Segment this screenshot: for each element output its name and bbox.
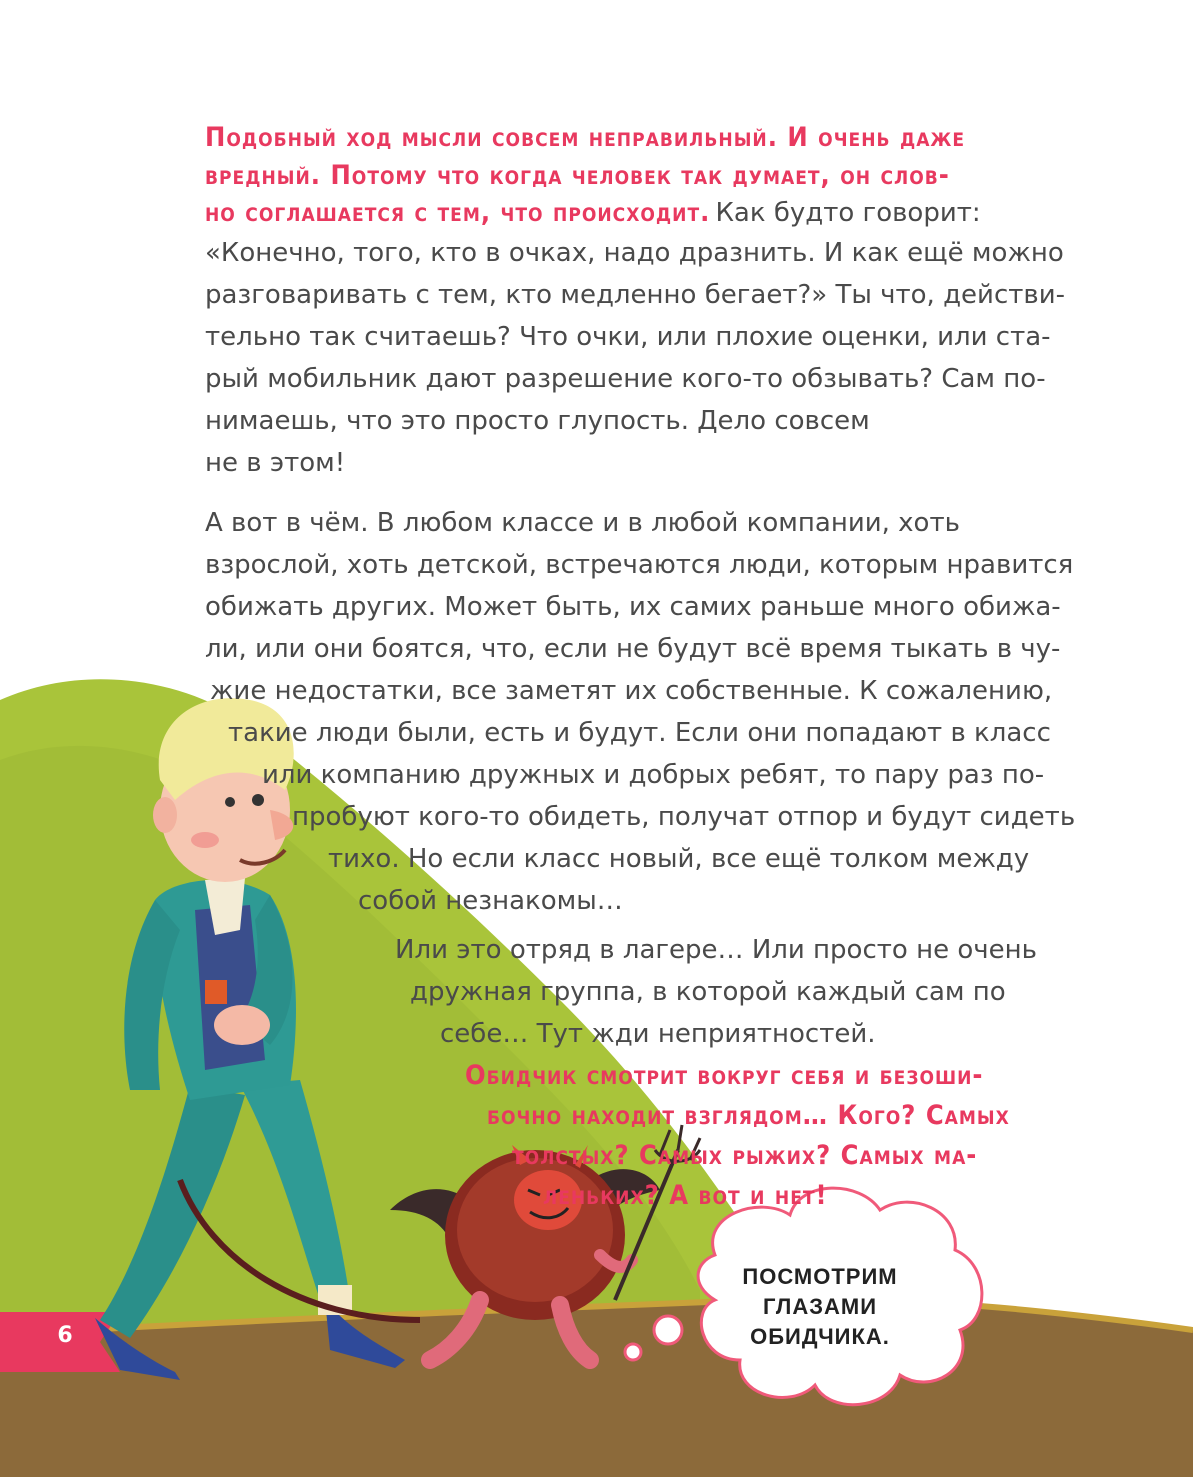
p1-line-5: нимаешь, что это просто глупость. Дело совсем xyxy=(205,406,870,436)
p2-line-8: пробуют кого-то обидеть, получат отпор и будут сидеть xyxy=(292,802,1076,832)
accent-line-2: вредный. Потому что когда человек так думает, он слов- xyxy=(205,160,950,191)
accent-line-1: Подобный ход мысли совсем неправильный. И очень даже xyxy=(205,122,966,153)
bubble-line-1: ПОСМОТРИМ xyxy=(742,1264,898,1289)
p1-line-4: рый мобильник дают разрешение кого-то обзывать? Сам по- xyxy=(205,364,1046,394)
p4-accent-line-4: леньких? А вот и нет! xyxy=(543,1180,828,1211)
p1-line-2: разговаривать с тем, кто медленно бегает?» Ты что, действи- xyxy=(205,280,1065,310)
p1-line-3: тельно так считаешь? Что очки, или плохие оценки, или ста- xyxy=(205,322,1051,352)
accent-line-3: но соглашается с тем, что происходит. xyxy=(205,197,711,228)
p2-line-5: жие недостатки, все заметят их собственные. К сожалению, xyxy=(210,676,1053,706)
mixed-line-3 xyxy=(205,197,981,228)
p3-line-1: Или это отряд в лагере… Или просто не очень xyxy=(395,935,1037,965)
bubble-line-2: ГЛАЗАМИ xyxy=(762,1294,878,1319)
p2-line-4: ли, или они боятся, что, если не будут всё время тыкать в чу- xyxy=(205,634,1061,664)
p2-line-2: взрослой, хоть детской, встречаются люди, которым нравится xyxy=(205,550,1074,580)
page-number: 6 xyxy=(57,1323,73,1348)
thought-bubble-text xyxy=(720,1262,920,1352)
p1-line-6: не в этом! xyxy=(205,448,346,478)
bubble-line-3: ОБИДЧИКА. xyxy=(750,1324,890,1349)
p4-accent-line-2: бочно находит взглядом… Кого? Самых xyxy=(487,1100,1010,1131)
p4-accent-line-1: Обидчик смотрит вокруг себя и безоши- xyxy=(465,1060,984,1091)
p3-line-3: себе… Тут жди неприятностей. xyxy=(440,1019,876,1049)
text-line-3-tail: Как будто говорит: xyxy=(715,198,981,228)
p3-line-2: дружная группа, в которой каждый сам по xyxy=(410,977,1006,1007)
p2-line-9: тихо. Но если класс новый, все ещё толком между xyxy=(328,844,1030,874)
p1-line-1: «Конечно, того, кто в очках, надо дразнить. И как ещё можно xyxy=(205,238,1064,268)
p2-line-1: А вот в чём. В любом классе и в любой компании, хоть xyxy=(205,508,960,538)
p2-line-7: или компанию дружных и добрых ребят, то пару раз по- xyxy=(262,760,1045,790)
p4-accent-line-3: толстых? Самых рыжих? Самых ма- xyxy=(512,1140,978,1171)
p2-line-3: обижать других. Может быть, их самих раньше много обижа- xyxy=(205,592,1061,622)
p2-line-6: такие люди были, есть и будут. Если они попадают в класс xyxy=(228,718,1051,748)
p2-line-10: собой незнакомы… xyxy=(358,886,623,916)
